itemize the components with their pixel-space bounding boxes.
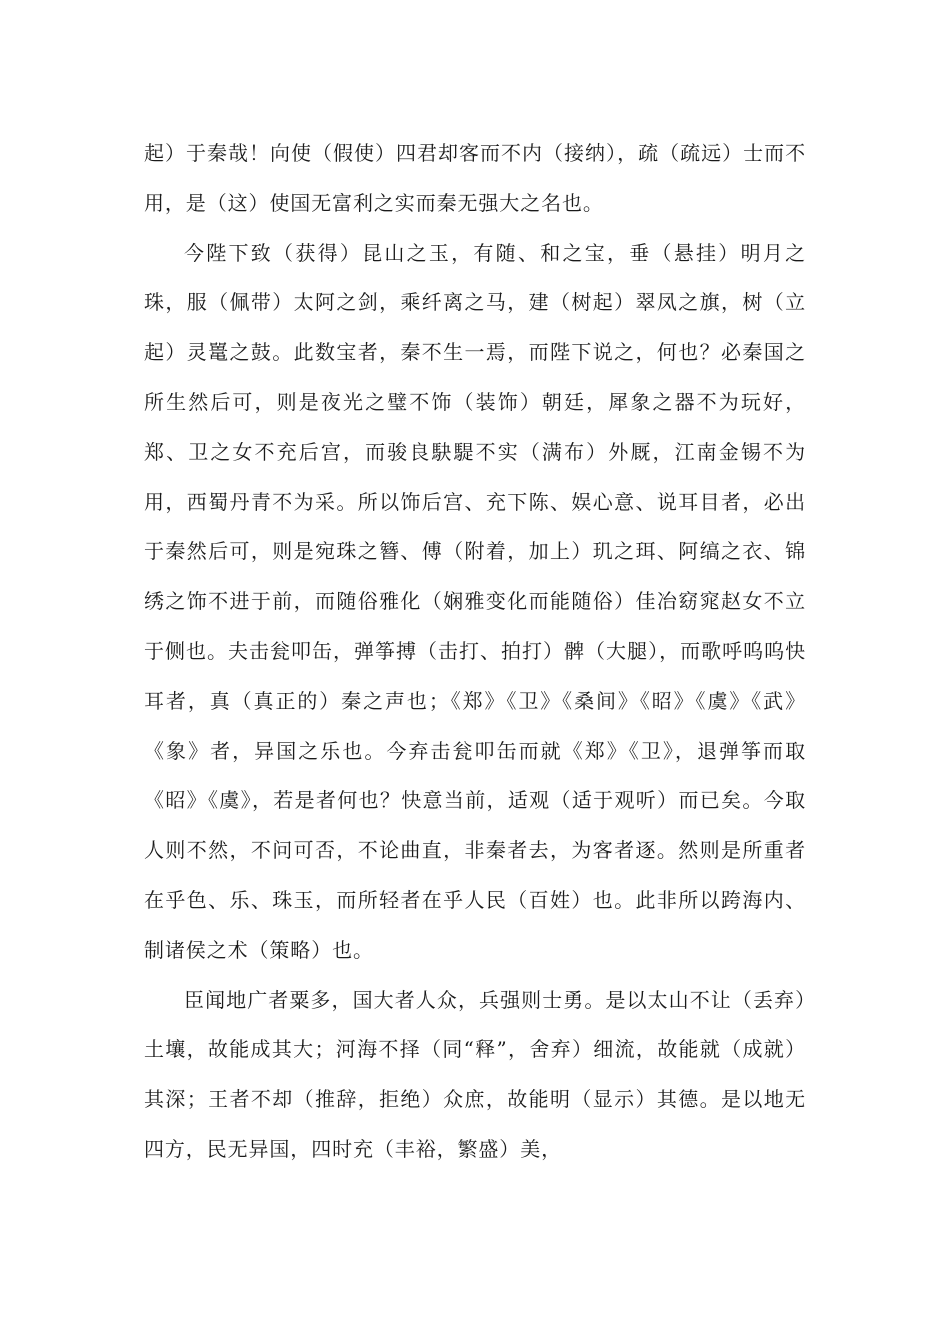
paragraph-2: 今陛下致（获得）昆山之玉，有随、和之宝，垂（悬挂）明月之珠，服（佩带）太阿之剑，乘纤离之马，建（树起）翠凤之旗，树（立起）灵鼍之鼓。此数宝者，秦不生一焉，而陛下说之，何也？必秦国之所生然后可，则是夜光之璧不饰（装饰）朝廷，犀象之器不为玩好，郑、卫之女不充后宫，而骏良駃騠不实（满布）外厩，江南金锡不为用，西蜀丹青不为采。所以饰后宫、充下陈、娱心意、说耳目者，必出于秦然后可，则是宛珠之簪、傅（附着，加上）玑之珥、阿缟之衣、锦绣之饰不进于前，而随俗雅化（娴雅变化而能随俗）佳冶窈窕赵女不立于侧也。夫击瓮叩缶，弹筝搏（击打、拍打）髀（大腿），而歌呼呜呜快耳者，真（真正的）秦之声也；《郑》《卫》《桑间》《昭》《虞》《武》《象》者，异国之乐也。今弃击瓮叩缶而就《郑》《卫》，退弹筝而取《昭》《虞》，若是者何也？快意当前，适观（适于观听）而已矣。今取人则不然，不问可否，不论曲直，非秦者去，为客者逐。然则是所重者在乎色、乐、珠玉，而所轻者在乎人民（百姓）也。此非所以跨海内、制诸侯之术（策略）也。 — [144, 240, 806, 962]
paragraph-3: 臣闻地广者粟多，国大者人众，兵强则士勇。是以太山不让（丢弃）土壤，故能成其大；河海不择（同“释”，舍弃）细流，故能就（成就）其深；王者不却（推辞，拒绝）众庶，故能明（显示）其德。是以地无四方，民无异国，四时充（丰裕，繁盛）美， — [144, 987, 806, 1161]
body-text — [144, 129, 806, 1175]
paragraph-1: 起）于秦哉！向使（假使）四君却客而不内（接纳），疏（疏远）士而不用，是（这）使国无富利之实而秦无强大之名也。 — [144, 141, 806, 215]
